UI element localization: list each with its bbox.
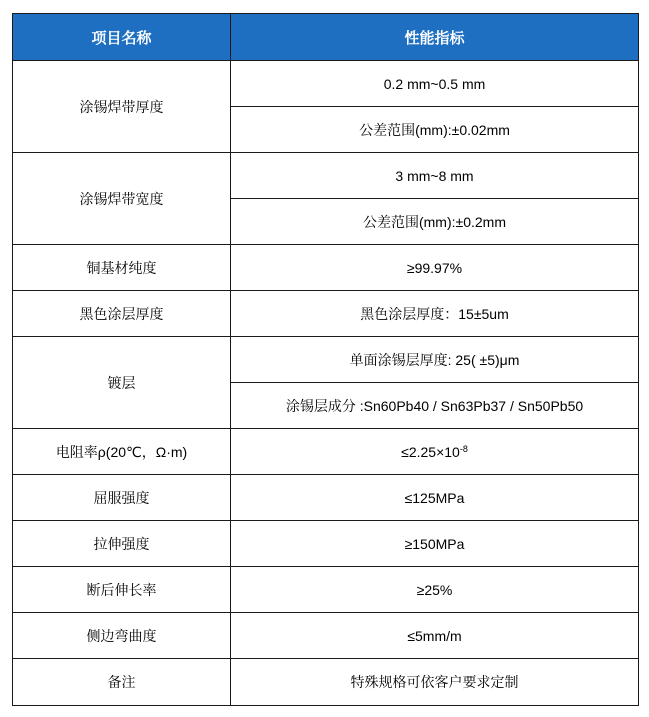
plating-composition: 涂锡层成分 :Sn60Pb40 / Sn63Pb37 / Sn50Pb50 [231, 383, 639, 429]
yield-strength-value: ≤125MPa [231, 475, 639, 521]
resistivity-exponent: -8 [459, 443, 468, 454]
column-header-item-name: 项目名称 [13, 14, 231, 61]
elongation-value: ≥25% [231, 567, 639, 613]
table-row [13, 337, 639, 383]
table-header-row [13, 14, 639, 61]
table-row [13, 429, 639, 475]
table-row [13, 153, 639, 199]
purity-value: ≥99.97% [231, 245, 639, 291]
edge-bow-value: ≤5mm/m [231, 613, 639, 659]
width-tolerance: 公差范围(mm):±0.2mm [231, 199, 639, 245]
table-row [13, 567, 639, 613]
tensile-strength-value: ≥150MPa [231, 521, 639, 567]
row-label-thickness: 涂锡焊带厚度 [13, 61, 231, 153]
table-row [13, 61, 639, 107]
row-label-tensile-strength: 拉伸强度 [13, 521, 231, 567]
row-label-elongation: 断后伸长率 [13, 567, 231, 613]
row-label-black-coating: 黑色涂层厚度 [13, 291, 231, 337]
row-label-yield-strength: 屈服强度 [13, 475, 231, 521]
table-row [13, 613, 639, 659]
thickness-range: 0.2 mm~0.5 mm [231, 61, 639, 107]
row-label-plating: 镀层 [13, 337, 231, 429]
black-coating-value: 黑色涂层厚度：15±5um [231, 291, 639, 337]
row-label-remarks: 备注 [13, 659, 231, 706]
table-row [13, 245, 639, 291]
resistivity-value [231, 429, 639, 475]
width-range: 3 mm~8 mm [231, 153, 639, 199]
table-row [13, 291, 639, 337]
spec-table [12, 13, 639, 706]
column-header-performance: 性能指标 [231, 14, 639, 61]
plating-thickness: 单面涂锡层厚度: 25( ±5)μm [231, 337, 639, 383]
thickness-tolerance: 公差范围(mm):±0.02mm [231, 107, 639, 153]
table-row [13, 475, 639, 521]
row-label-resistivity: 电阻率ρ(20℃，Ω·m) [13, 429, 231, 475]
row-label-width: 涂锡焊带宽度 [13, 153, 231, 245]
resistivity-base: ≤2.25×10 [401, 443, 460, 460]
table-row [13, 659, 639, 706]
row-label-purity: 铜基材纯度 [13, 245, 231, 291]
row-label-edge-bow: 侧边弯曲度 [13, 613, 231, 659]
remarks-value: 特殊规格可依客户要求定制 [231, 659, 639, 706]
table-row [13, 521, 639, 567]
